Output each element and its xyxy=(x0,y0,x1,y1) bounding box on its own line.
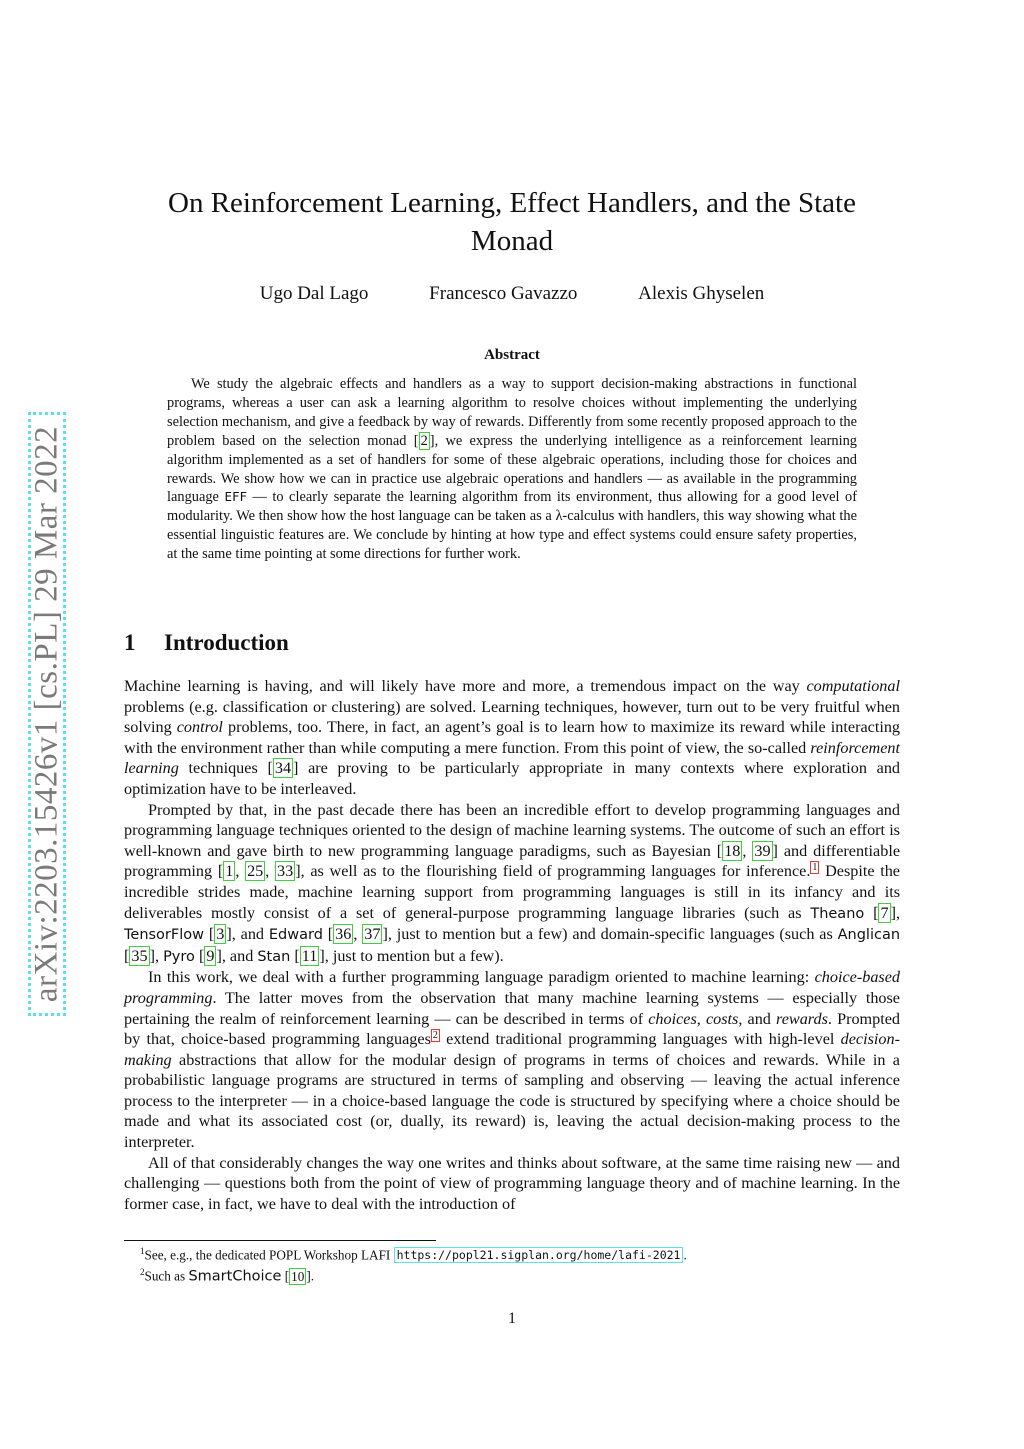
abstract-body: We study the algebraic effects and handlers as a way to support decision-making abstractions in functional programs, whereas a user can ask a learning algorithm to resolve choices without implementing the underlying selection mechanism, and give a feedback by way of rewards. Differently from some recently proposed approach to the problem based on the selection monad [ 2 ], we express the underlying intelligence as a reinforcement learning algorithm implemented as a set of handlers for some of these algebraic operations, including those for choices and rewards. We show how we can in practice use algebraic operations and handlers — as available in the programming language EFF — to clearly separate the learning algorithm from its environment, thus allowing for a good level of modularity. We then show how the host language can be taken as a λ-calculus with handlers, this way showing what the essential linguistic features are. We conclude by hinting at how type and effect systems could ensure safety properties, at the same time pointing at some directions for further work. xyxy=(167,376,857,563)
author-2: Francesco Gavazzo xyxy=(429,283,578,304)
introduction-text xyxy=(124,676,900,1214)
footnote-url-link[interactable]: https://popl21.sigplan.org/home/lafi-2021 xyxy=(394,1247,684,1263)
arxiv-identifier-text: arXiv:2203.15426v1 [cs.PL] 29 Mar 2022 xyxy=(28,425,65,1003)
citation-link[interactable]: 11 xyxy=(301,946,318,965)
footnote-2: $^2$Such as SmartChoice [ 10 ]. xyxy=(140,1267,315,1285)
citation-link[interactable]: 37 xyxy=(364,925,381,944)
paragraph-1: Machine learning is having, and will likely have more and more, a tremendous impact on the way computational problems (e.g. classification or clustering) are solved. Learning techniques, however, turn out to be very fruitful when solving control problems, too. There, in fact, an agent’s goal is to learn how to maximize its reward while interacting with the environment rather than while computing a mere function. From this point of view, the so-called reinforcement learning techniques [ 34 ] are proving to be particularly appropriate in many contexts where exploration and optimization have to be interleaved. xyxy=(124,677,901,798)
footnote-rule xyxy=(124,1240,436,1241)
section-title: Introduction xyxy=(164,630,289,655)
citation-link[interactable]: 25 xyxy=(247,862,264,881)
citation-link[interactable]: 39 xyxy=(754,841,771,860)
footnote-link[interactable]: 1 xyxy=(812,861,818,873)
footnotes xyxy=(140,1243,900,1286)
paragraph-4: All of that considerably changes the way one writes and thinks about software, at the same time raising new — and challenging — questions both from the point of view of programming language theory and of machine learning. In the former case, in fact, we have to deal with the introduction of xyxy=(124,1153,900,1213)
section-number: 1 xyxy=(124,630,136,655)
citation-link[interactable]: 7 xyxy=(880,903,889,922)
citation-link[interactable]: 9 xyxy=(206,946,215,965)
citation-link[interactable]: 10 xyxy=(291,1268,305,1284)
arxiv-identifier-stamp[interactable] xyxy=(28,412,66,1016)
citation-link[interactable]: 18 xyxy=(724,841,741,860)
footnote-1: $^1$See, e.g., the dedicated POPL Workshop LAFI https://popl21.sigplan.org/home/lafi-2021 . xyxy=(140,1246,687,1263)
citation-link[interactable]: 36 xyxy=(335,925,352,944)
paragraph-2: Prompted by that, in the past decade there has been an incredible effort to develop programming languages and programming language techniques oriented to the design of machine learning systems. The outcome of such an effort is well-known and gave birth to new programming language paradigms, such as Bayesian [ 18 , 39 ] and differentiable programming [ 1 , 25 , 33 ], as well as to the flourishing field of programming languages for inference. $^1$ Despite the incredible strides made, machine learning support from programming languages is still in its infancy and its deliverables mostly consist of a set of general-purpose programming language libraries (such as Theano [ 7 ], TensorFlow [ 3 ], and Edward [ 36 , 37 ], just to mention but a few) and domain-specific languages (such as Anglican [ 35 ], Pyro [ 9 ], and Stan [ 11 ], just to mention but a few). xyxy=(124,800,901,965)
paragraph-3: In this work, we deal with a further programming language paradigm oriented to machine learning: choice-based programming. The latter moves from the observation that many machine learning systems — especially those pertaining the realm of reinforcement learning — can be described in terms of choices, costs, and rewards. Prompted by that, choice-based programming languages $^2$ extend traditional programming languages with high-level decision-making abstractions that allow for the modular design of programs in terms of choices and rewards. While in a probabilistic language programs are structured in terms of sampling and observing — leaving the actual inference process to the interpreter — in a choice-based language the code is structured by specifying where a choice should be made and what its associated cost (or, dually, its reward) is, leaving the actual decision-making process to the interpreter. xyxy=(124,968,901,1152)
page-number: 1 xyxy=(508,1310,516,1327)
language-name: EFF xyxy=(224,489,248,505)
author-1: Ugo Dal Lago xyxy=(259,283,369,304)
citation-link[interactable]: 1 xyxy=(225,862,234,881)
paper-title: On Reinforcement Learning, Effect Handlers, and the State Monad xyxy=(168,187,856,257)
citation-link[interactable]: 35 xyxy=(131,946,148,965)
abstract-heading: Abstract xyxy=(484,347,540,363)
author-list xyxy=(124,283,900,305)
author-3: Alexis Ghyselen xyxy=(638,283,765,304)
citation-link[interactable]: 33 xyxy=(277,862,294,881)
citation-link[interactable]: 2 xyxy=(420,432,428,449)
citation-link[interactable]: 34 xyxy=(274,759,292,778)
footnote-link[interactable]: 2 xyxy=(432,1029,438,1041)
section-heading xyxy=(124,630,900,656)
citation-link[interactable]: 3 xyxy=(216,925,225,944)
